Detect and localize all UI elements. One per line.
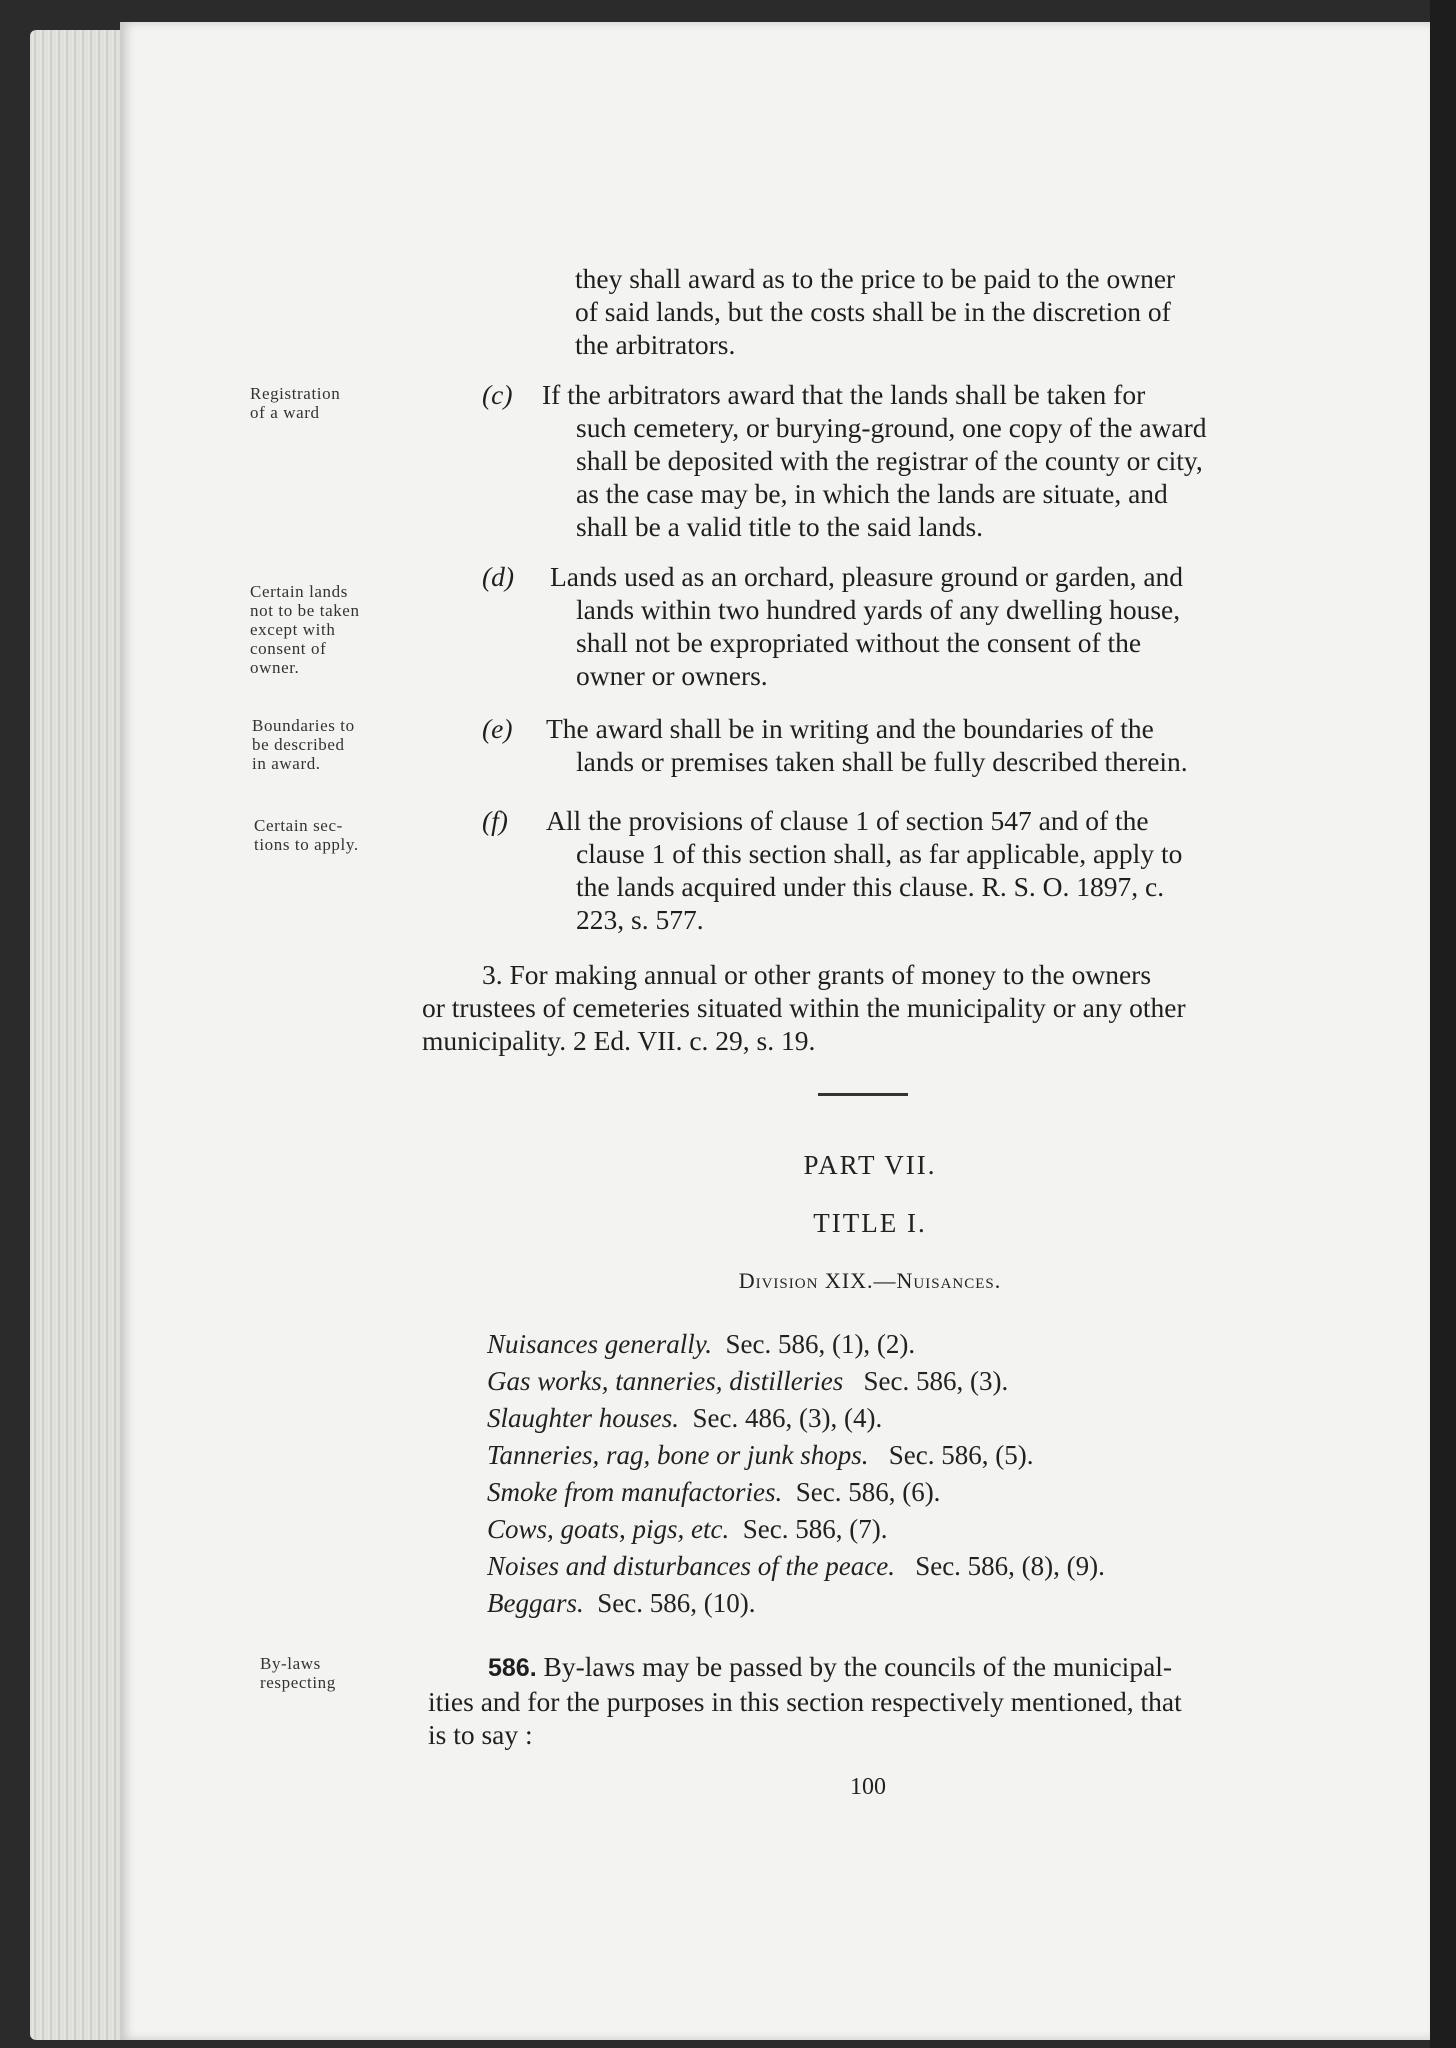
- note-line: except with: [250, 620, 336, 639]
- margin-note-boundaries: [252, 716, 355, 773]
- text-line: shall not be expropriated without the consent of the: [576, 627, 1142, 658]
- toc-item: [487, 1400, 882, 1437]
- section-divider-rule: [818, 1093, 908, 1096]
- text-line: 3. For making annual or other grants of money to the owners: [482, 959, 1152, 990]
- toc-text: Beggars.: [487, 1588, 584, 1618]
- text-line: of said lands, but the costs shall be in the discretion of: [575, 296, 1171, 327]
- text-line: shall be a valid title to the said lands.: [576, 511, 984, 542]
- scan-border: [1430, 0, 1456, 2048]
- text-line: the arbitrators.: [575, 329, 736, 360]
- clause-label: (e): [482, 713, 513, 744]
- note-line: tions to apply.: [254, 835, 359, 854]
- clause-c: [450, 378, 1310, 543]
- toc-text: Cows, goats, pigs, etc.: [487, 1514, 730, 1544]
- text-line: is to say :: [428, 1719, 533, 1750]
- book-page-edges: [30, 30, 130, 2040]
- toc-text: Slaughter houses.: [487, 1403, 679, 1433]
- section-3-paragraph: [422, 958, 1312, 1057]
- section-number: 586.: [488, 1654, 537, 1682]
- text-line: All the provisions of clause 1 of section 547 and of the: [546, 805, 1149, 836]
- text-line: By-laws may be passed by the councils of the municipal-: [543, 1651, 1173, 1682]
- part-heading: PART VII.: [803, 1150, 937, 1180]
- toc-ref: Sec. 586, (6).: [795, 1477, 941, 1507]
- text-line: The award shall be in writing and the boundaries of the: [546, 713, 1154, 744]
- text-line: Lands used as an orchard, pleasure ground or garden, and: [550, 561, 1184, 592]
- text-line: municipality. 2 Ed. VII. c. 29, s. 19.: [422, 1025, 816, 1056]
- note-line: of a ward: [250, 403, 320, 422]
- continuation-paragraph: [575, 262, 1315, 361]
- text-line: such cemetery, or burying-ground, one copy of the award: [576, 412, 1207, 443]
- text-line: 223, s. 577.: [576, 904, 704, 935]
- toc-ref: Sec. 486, (3), (4).: [692, 1403, 883, 1433]
- margin-note-certain-lands: [250, 582, 360, 677]
- toc-ref: Sec. 586, (8), (9).: [915, 1551, 1105, 1581]
- section-586-paragraph: [428, 1650, 1312, 1751]
- note-line: By-laws: [260, 1654, 321, 1673]
- toc-text: Tanneries, rag, bone or junk shops.: [487, 1440, 869, 1470]
- note-line: Registration: [250, 384, 341, 403]
- text-line: they shall award as to the price to be paid to the owner: [575, 263, 1176, 294]
- text-line: lands or premises taken shall be fully described therein.: [576, 746, 1188, 777]
- title-heading: TITLE I.: [813, 1208, 927, 1238]
- text-line: shall be deposited with the registrar of the county or city,: [576, 445, 1203, 476]
- margin-note-registration: [250, 384, 340, 422]
- toc-ref: Sec. 586, (3).: [863, 1366, 1009, 1396]
- toc-ref: Sec. 586, (1), (2).: [725, 1329, 916, 1359]
- margin-note-certain-sections: [254, 816, 359, 854]
- note-line: respecting: [260, 1673, 336, 1692]
- toc-ref: Sec. 586, (7).: [742, 1514, 888, 1544]
- division-heading: Division XIX.—Nuisances.: [738, 1268, 1002, 1293]
- text-line: as the case may be, in which the lands are situate, and: [576, 478, 1168, 509]
- text-line: If the arbitrators award that the lands shall be taken for: [542, 379, 1146, 410]
- margin-note-bylaws: [260, 1654, 336, 1692]
- toc-item: [487, 1474, 940, 1511]
- toc-text: Noises and disturbances of the peace.: [487, 1551, 895, 1581]
- note-line: owner.: [250, 658, 300, 677]
- note-line: be described: [252, 735, 345, 754]
- text-line: owner or owners.: [576, 660, 768, 691]
- text-line: the lands acquired under this clause. R. S. O. 1897, c.: [576, 871, 1165, 902]
- clause-label: (d): [482, 561, 515, 592]
- note-line: consent of: [250, 639, 327, 658]
- toc-item: [487, 1437, 1034, 1474]
- note-line: Certain lands: [250, 582, 348, 601]
- toc-text: Nuisances generally.: [487, 1329, 712, 1359]
- clause-label: (c): [482, 379, 513, 410]
- toc-item: [487, 1585, 755, 1622]
- text-line: ities and for the purposes in this section respectively mentioned, that: [428, 1686, 1182, 1717]
- clause-label: (f): [482, 805, 508, 836]
- clause-e: [450, 712, 1310, 778]
- toc-ref: Sec. 586, (5).: [888, 1440, 1034, 1470]
- note-line: Certain sec-: [254, 816, 343, 835]
- page-number: 100: [850, 1774, 886, 1800]
- toc-item: [487, 1548, 1105, 1585]
- toc-item: [487, 1363, 1008, 1400]
- note-line: Boundaries to: [252, 716, 355, 735]
- toc-item: [487, 1326, 915, 1363]
- toc-item: [487, 1511, 887, 1548]
- clause-d: [450, 560, 1310, 692]
- toc-text: Gas works, tanneries, distilleries: [487, 1366, 844, 1396]
- note-line: in award.: [252, 754, 321, 773]
- toc-ref: Sec. 586, (10).: [597, 1588, 756, 1618]
- note-line: not to be taken: [250, 601, 360, 620]
- toc-text: Smoke from manufactories.: [487, 1477, 783, 1507]
- text-line: clause 1 of this section shall, as far applicable, apply to: [576, 838, 1183, 869]
- clause-f: [450, 804, 1310, 936]
- text-line: lands within two hundred yards of any dwelling house,: [576, 594, 1181, 625]
- text-line: or trustees of cemeteries situated within the municipality or any other: [422, 992, 1186, 1023]
